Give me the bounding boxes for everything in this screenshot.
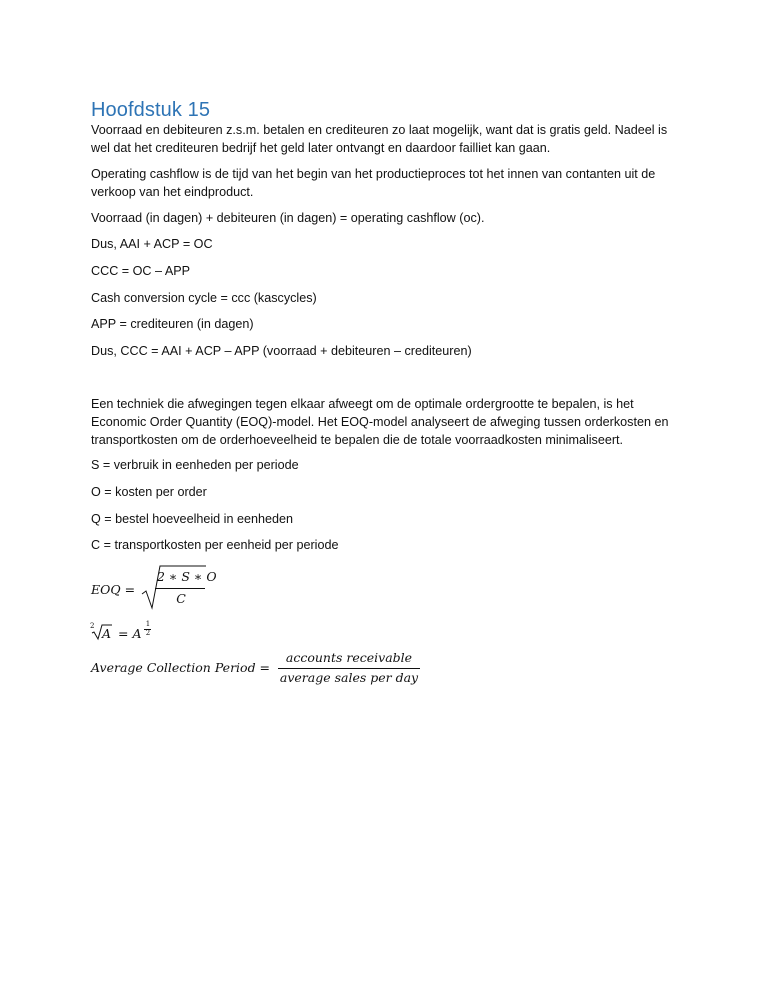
- acp-fraction-bar: [278, 668, 420, 669]
- acp-denominator: average sales per day: [279, 670, 419, 685]
- definition-s: S = verbruik in eenheden per periode: [91, 458, 299, 472]
- paragraph-voorraad: Voorraad (in dagen) + debiteuren (in dagen) = operating cashflow (oc).: [91, 211, 485, 225]
- paragraph-app: APP = crediteuren (in dagen): [91, 317, 254, 331]
- exponent-denominator: 2: [145, 629, 151, 637]
- paragraph-dus-ccc: Dus, CCC = AAI + ACP – APP (voorraad + debiteuren – crediteuren): [91, 344, 472, 358]
- definition-o: O = kosten per order: [91, 485, 207, 499]
- definition-q: Q = bestel hoeveelheid in eenheden: [91, 512, 294, 526]
- paragraph-cash-conversion: Cash conversion cycle = ccc (kascycles): [91, 291, 317, 305]
- root-radicand: A: [102, 626, 112, 641]
- paragraph-ccc: CCC = OC – APP: [91, 264, 191, 278]
- paragraph-eoq-model: Een techniek die afwegingen tegen elkaar afweegt om de optimale ordergrootte te bepalen, is het Economic Order Quantity (EOQ)-model. Het EOQ-model analyseert de afweging tussen orderkosten en transportkosten om de orderhoeveelheid te bepalen die de totale voorraadkosten minimaliseert.: [91, 397, 669, 447]
- exponent-numerator: 1: [145, 620, 151, 628]
- root-equals: = A: [118, 626, 142, 641]
- eoq-denominator: C: [176, 591, 186, 606]
- acp-numerator: accounts receivable: [285, 650, 413, 665]
- paragraph-intro: Voorraad en debiteuren z.s.m. betalen en crediteuren zo laat mogelijk, want dat is gratis geld. Nadeel is wel dat het crediteuren bedrijf het geld later ontvangt en daardoor failliet kan gaan.: [91, 123, 668, 155]
- acp-lhs: Average Collection Period =: [91, 660, 271, 675]
- paragraph-dus-oc: Dus, AAI + ACP = OC: [91, 237, 213, 251]
- page-title: Hoofdstuk 15: [91, 99, 211, 121]
- root-index: 2: [90, 622, 95, 630]
- definition-c: C = transportkosten per eenheid per periode: [91, 538, 339, 552]
- paragraph-operating-cashflow: Operating cashflow is de tijd van het begin van het productieproces tot het innen van contanten uit de verkoop van het eindproduct.: [91, 167, 656, 199]
- eoq-numerator: 2 ∗ S ∗ O: [157, 569, 217, 584]
- eoq-lhs: EOQ =: [91, 582, 136, 597]
- eoq-fraction-bar: [155, 588, 205, 589]
